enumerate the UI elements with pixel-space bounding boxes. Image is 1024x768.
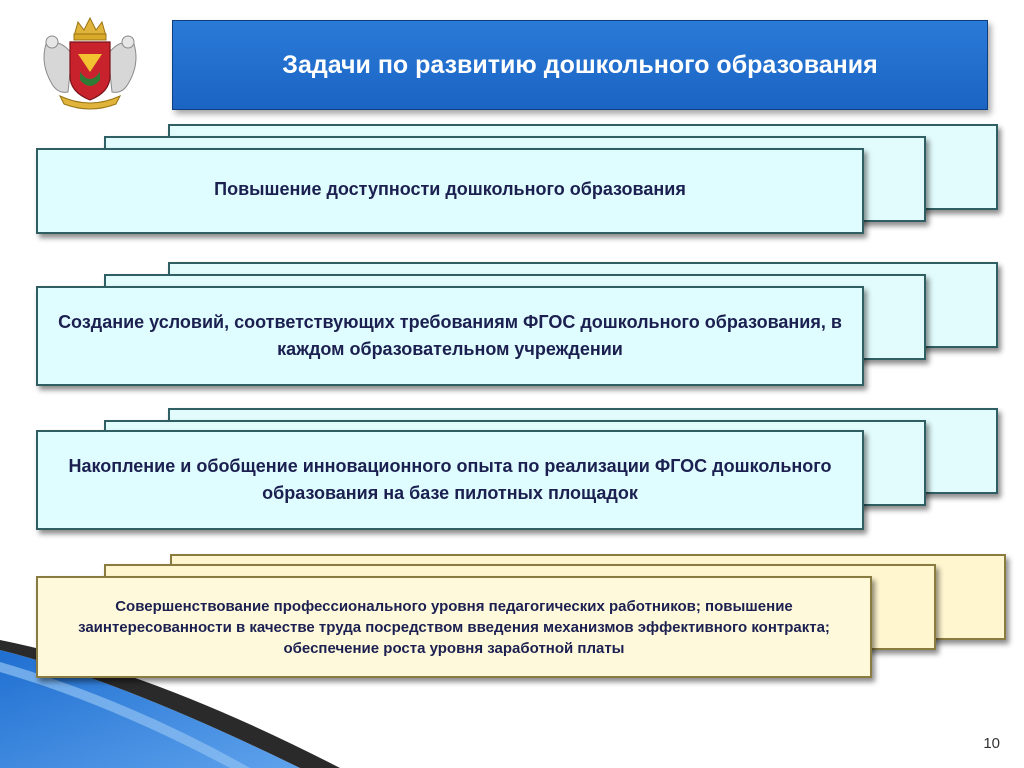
task-card-1-text: Повышение доступности дошкольного образования: [36, 148, 864, 234]
task-card-3-text: Накопление и обобщение инновационного опыта по реализации ФГОС дошкольного образования на базе пилотных площадок: [36, 430, 864, 530]
task-card-4-text: Совершенствование профессионального уровня педагогических работников; повышение заинтересованности в качестве труда посредством введения механизмов эффективного контракта; обеспечение роста уровня заработной платы: [36, 576, 872, 678]
slide-title-banner: [172, 20, 988, 110]
page-number: 10: [983, 735, 1000, 752]
slide-title: Задачи по развитию дошкольного образования: [282, 50, 878, 79]
task-card-2-text: Создание условий, соответствующих требованиям ФГОС дошкольного образования, в каждом образовательном учреждении: [36, 286, 864, 386]
coat-of-arms-icon: [38, 14, 142, 112]
